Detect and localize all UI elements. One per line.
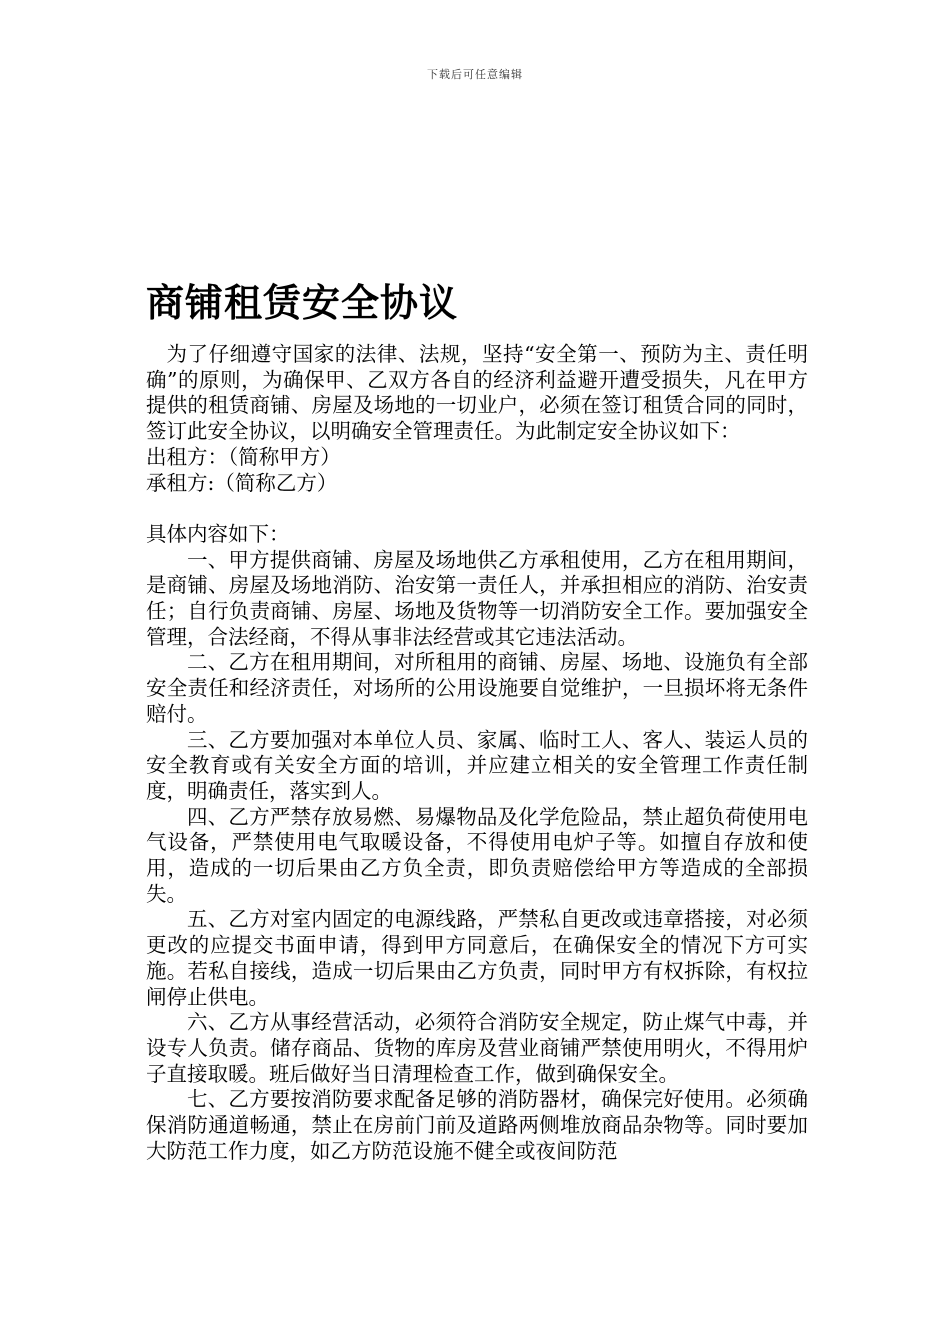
clause-6: 六、乙方从事经营活动，必须符合消防安全规定，防止煤气中毒，并设专人负责。储存商品、货物的库房及营业商铺严禁使用明火，不得用炉子直接取暖。班后做好当日清理检查工作，做到确保安全。 [146, 1010, 808, 1086]
page-header-note: 下载后可任意编辑 [427, 68, 523, 81]
clause-7: 七、乙方要按消防要求配备足够的消防器材，确保完好使用。必须确保消防通道畅通，禁止在房前门前及道路两侧堆放商品杂物等。同时要加大防范工作力度，如乙方防范设施不健全或夜间防范 [146, 1087, 808, 1163]
document-title: 商铺租赁安全协议 [146, 281, 459, 325]
lessor-line: 出租方：（简称甲方） [146, 444, 341, 469]
clause-3: 三、乙方要加强对本单位人员、家属、临时工人、客人、装运人员的安全教育或有关安全方面的培训，并应建立相关的安全管理工作责任制度，明确责任，落实到人。 [146, 727, 808, 803]
blank-line [146, 496, 808, 522]
intro-paragraph: 为了仔细遵守国家的法律、法规，坚持“安全第一、预防为主、责任明确”的原则，为确保甲、乙双方各自的经济利益避开遭受损失，凡在甲方提供的租赁商铺、房屋及场地的一切业户，必须在签订租赁合同的同时，签订此安全协议，以明确安全管理责任。为此制定安全协议如下： [146, 342, 808, 444]
clause-4: 四、乙方严禁存放易燃、易爆物品及化学危险品，禁止超负荷使用电气设备，严禁使用电气取暖设备，不得使用电炉子等。如擅自存放和使用，造成的一切后果由乙方负全责，即负责赔偿给甲方等造成的全部损失。 [146, 804, 808, 906]
document-body [146, 342, 808, 1164]
clause-1: 一、甲方提供商铺、房屋及场地供乙方承租使用，乙方在租用期间，是商铺、房屋及场地消防、治安第一责任人，并承担相应的消防、治安责任；自行负责商铺、房屋、场地及货物等一切消防安全工作。要加强安全管理，合法经商，不得从事非法经营或其它违法活动。 [146, 547, 808, 649]
lessee-line: 承租方:（简称乙方） [146, 470, 338, 495]
clause-2: 二、乙方在租用期间，对所租用的商铺、房屋、场地、设施负有全部安全责任和经济责任，对场所的公用设施要自觉维护，一旦损坏将无条件赔付。 [146, 650, 808, 726]
content-heading: 具体内容如下： [146, 521, 290, 546]
clause-5: 五、乙方对室内固定的电源线路，严禁私自更改或违章搭接，对必须更改的应提交书面申请，得到甲方同意后，在确保安全的情况下方可实施。若私自接线，造成一切后果由乙方负责，同时甲方有权拆除，有权拉闸停止供电。 [146, 907, 808, 1009]
